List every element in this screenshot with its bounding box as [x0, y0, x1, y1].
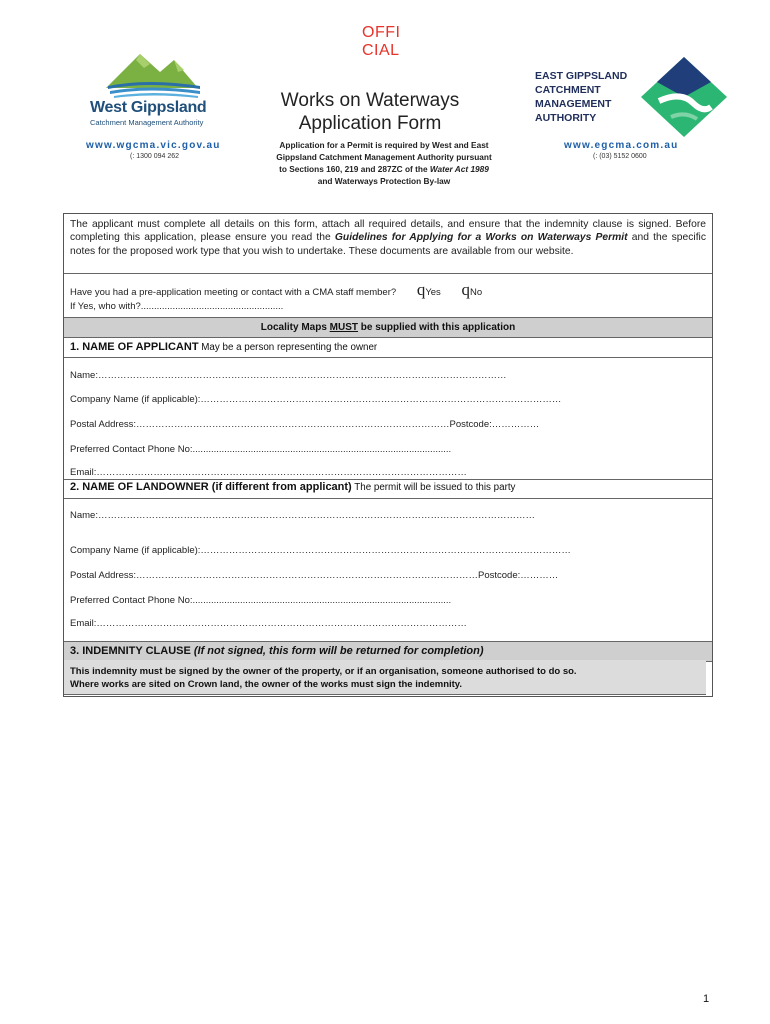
east-gippsland-phone: (: (03) 5152 0600	[593, 153, 647, 160]
landowner-name-field[interactable]: Name:…………………………………………………………………………………………………………………………	[70, 510, 535, 521]
divider	[64, 273, 712, 274]
applicant-email-field[interactable]: Email:………………………………………………………………………………………………………	[70, 467, 467, 478]
preapp-who-field[interactable]: If Yes, who with?......................................................	[70, 301, 284, 312]
section-3-title: 3. INDEMNITY CLAUSE	[70, 645, 191, 657]
eg-line-4: AUTHORITY	[535, 112, 597, 124]
locality-must: MUST	[329, 322, 358, 333]
yes-label: Yes	[425, 287, 441, 298]
intro-text-2: and the specific notes for the proposed work type that you wish to undertake. These documents are available from our website.	[70, 232, 706, 257]
east-gippsland-logo	[641, 57, 727, 142]
page-title	[250, 89, 490, 135]
landowner-email-field[interactable]: Email:………………………………………………………………………………………………………	[70, 618, 467, 629]
divider	[64, 357, 712, 358]
preapp-question-row	[70, 280, 718, 300]
intro-paragraph	[70, 218, 706, 258]
applicant-company-field[interactable]: Company Name (if applicable):……………………………………………………………………………………………………	[70, 394, 562, 405]
subtitle-line-2: Gippsland Catchment Management Authority pursuant	[276, 152, 492, 162]
application-form	[63, 213, 713, 697]
indemnity-body	[64, 660, 706, 695]
eg-line-1: EAST GIPPSLAND	[535, 70, 628, 82]
west-gippsland-subtitle: Catchment Management Authority	[90, 118, 204, 127]
applicant-phone-field[interactable]: Preferred Contact Phone No:..................................................................................................	[70, 444, 452, 455]
east-gippsland-name	[535, 69, 627, 125]
section-1-title: 1. NAME OF APPLICANT	[70, 341, 199, 353]
landowner-phone-field[interactable]: Preferred Contact Phone No:..................................................................................................	[70, 595, 452, 606]
subtitle-line-1: Application for a Permit is required by West and East	[279, 140, 489, 150]
official-line-2: CIAL	[362, 42, 400, 59]
landowner-postal-field[interactable]: Postal Address:………………………………………………………………………………………………Postcode:…………	[70, 570, 559, 581]
indemnity-line-2: Where works are sited on Crown land, the owner of the works must sign the indemnity.	[70, 679, 463, 690]
section-3-heading	[64, 641, 712, 662]
eg-line-3: MANAGEMENT	[535, 98, 612, 110]
section-2-heading	[70, 481, 515, 493]
preapp-question: Have you had a pre-application meeting or contact with a CMA staff member?	[70, 287, 397, 298]
landowner-company-field[interactable]: Company Name (if applicable):………………………………………………………………………………………………………	[70, 545, 571, 556]
diamond-river-icon	[641, 57, 727, 137]
section-1-heading	[70, 341, 377, 353]
west-gippsland-name: West Gippsland	[90, 99, 207, 116]
divider	[64, 498, 712, 499]
applicant-postal-field[interactable]: Postal Address:………………………………………………………………………………………Postcode:……………	[70, 419, 540, 430]
locality-pre: Locality Maps	[260, 322, 330, 333]
locality-post: be supplied with this application	[358, 322, 516, 333]
section-1-note: May be a person representing the owner	[198, 342, 378, 353]
title-line-2: Application Form	[298, 113, 442, 134]
no-checkbox[interactable]: q	[461, 280, 470, 299]
no-label: No	[469, 287, 483, 298]
subtitle-line-4: and Waterways Protection By-law	[317, 176, 451, 186]
section-2-note: The permit will be issued to this party	[351, 482, 516, 493]
mountains-icon	[88, 48, 236, 98]
section-2-title: 2. NAME OF LANDOWNER (if different from applicant)	[70, 481, 352, 493]
permit-subtitle	[246, 139, 522, 187]
yes-checkbox[interactable]: q	[416, 280, 426, 299]
west-gippsland-logo	[88, 48, 236, 98]
eg-line-2: CATCHMENT	[535, 84, 601, 96]
title-line-1: Works on Waterways	[280, 90, 460, 111]
official-marking	[362, 24, 400, 60]
page-number: 1	[703, 993, 710, 1005]
guidelines-reference: Guidelines for Applying for a Works on Waterways Permit	[334, 232, 628, 244]
west-gippsland-url-link[interactable]: www.wgcma.vic.gov.au	[86, 140, 221, 151]
intro-text-1: The applicant must complete all details on this form, attach all required details, and ensure that the indemnity clause is signed. Before completing this application, please ensure you read the	[70, 219, 706, 244]
divider	[64, 479, 712, 480]
official-line-1: OFFI	[362, 24, 401, 41]
east-gippsland-url-link[interactable]: www.egcma.com.au	[564, 140, 679, 151]
west-gippsland-phone: (: 1300 094 262	[130, 153, 180, 160]
indemnity-line-1: This indemnity must be signed by the owner of the property, or if an organisation, someone authorised to do so.	[70, 666, 577, 677]
subtitle-line-3: to Sections 160, 219 and 287ZC of the Water Act 1989	[279, 164, 489, 174]
locality-banner	[64, 317, 712, 338]
applicant-name-field[interactable]: Name:…………………………………………………………………………………………………………………	[70, 370, 507, 381]
section-3-note: (If not signed, this form will be returned for completion)	[190, 645, 484, 657]
